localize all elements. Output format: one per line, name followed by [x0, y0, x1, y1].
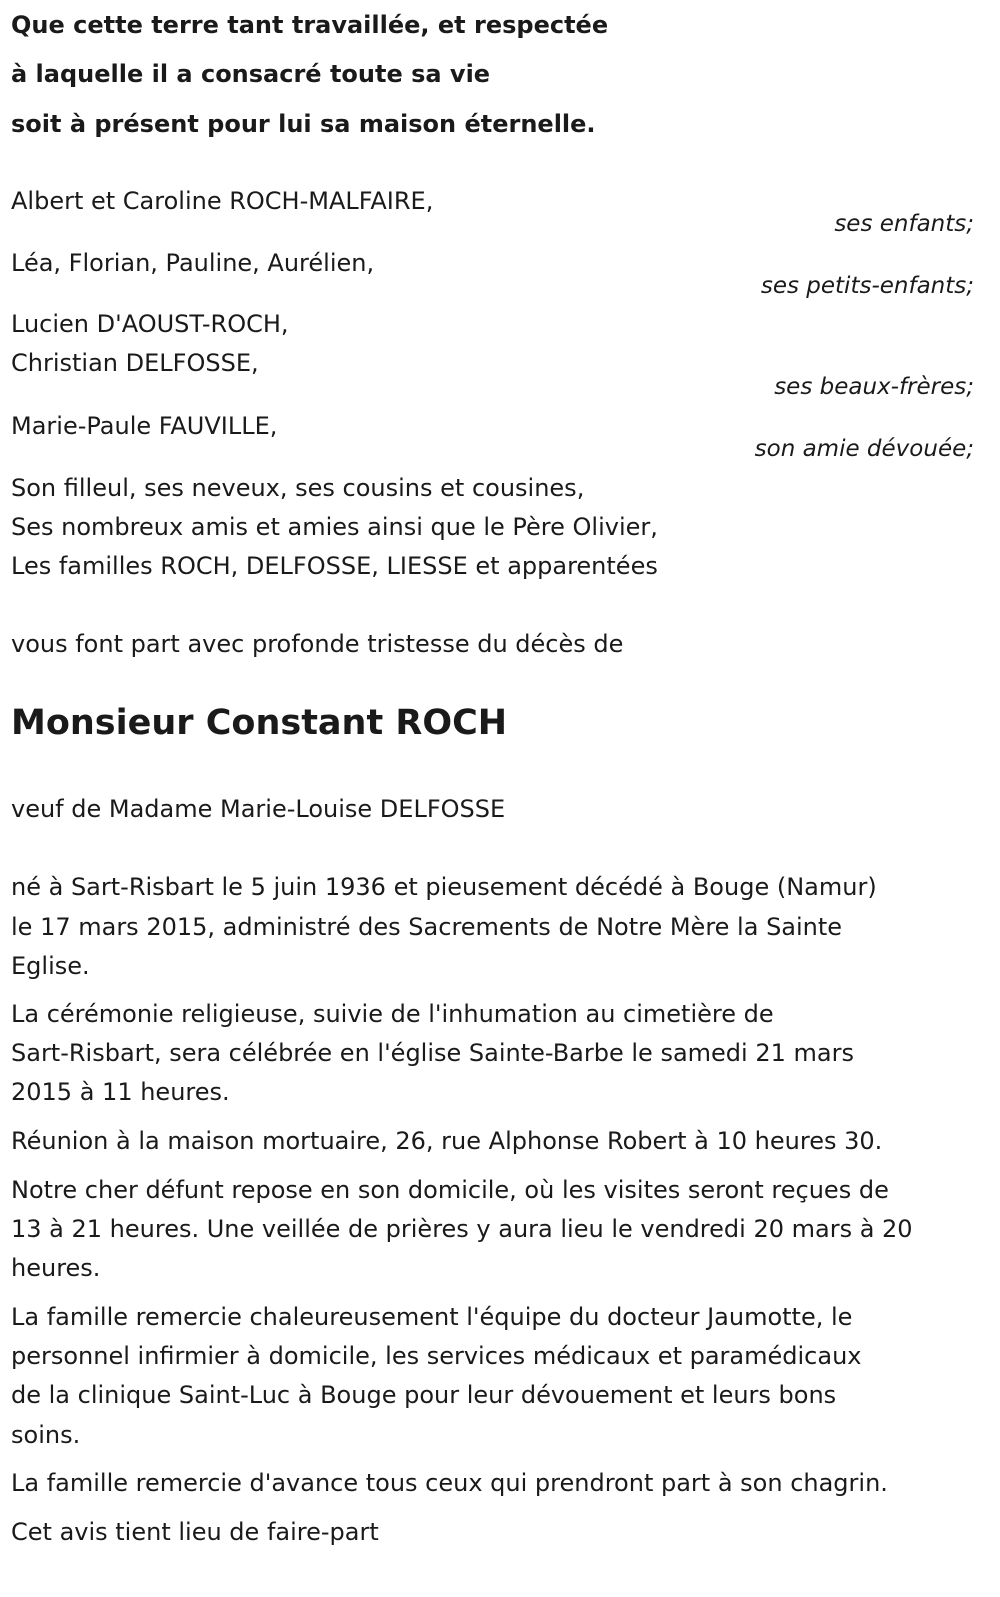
others-line-3: Les familles ROCH, DELFOSSE, LIESSE et apparentées — [11, 552, 658, 580]
ceremony-line-3: 2015 à 11 heures. — [11, 1078, 230, 1106]
ceremony-line-2: Sart-Risbart, sera célébrée en l'église Sainte-Barbe le samedi 21 mars — [11, 1039, 854, 1067]
visits-line-3: heures. — [11, 1254, 101, 1282]
brother-in-law-2: Christian DELFOSSE, — [11, 349, 259, 377]
verse-line-2: à laquelle il a consacré toute sa vie — [11, 60, 491, 88]
reunion-line: Réunion à la maison mortuaire, 26, rue Alphonse Robert à 10 heures 30. — [11, 1127, 883, 1155]
others-line-1: Son filleul, ses neveux, ses cousins et cousines, — [11, 474, 585, 502]
others-line-2: Ses nombreux amis et amies ainsi que le Père Olivier, — [11, 513, 658, 541]
children-names: Albert et Caroline ROCH-MALFAIRE, — [11, 187, 434, 215]
visits-line-1: Notre cher défunt repose en son domicile, où les visites seront reçues de — [11, 1176, 889, 1204]
friend-relation: son amie dévouée; — [754, 436, 974, 462]
brothers-in-law-relation: ses beaux-frères; — [774, 374, 974, 400]
thanks-line-2: personnel infirmier à domicile, les services médicaux et paramédicaux — [11, 1342, 862, 1370]
deceased-name: Monsieur Constant ROCH — [11, 703, 508, 743]
closing-line: Cet avis tient lieu de faire-part — [11, 1518, 379, 1546]
thanks-line-1: La famille remercie chaleureusement l'équipe du docteur Jaumotte, le — [11, 1303, 853, 1331]
grandchildren-names: Léa, Florian, Pauline, Aurélien, — [11, 249, 375, 277]
widower-of: veuf de Madame Marie-Louise DELFOSSE — [11, 795, 506, 823]
visits-line-2: 13 à 21 heures. Une veillée de prières y aura lieu le vendredi 20 mars à 20 — [11, 1215, 913, 1243]
children-relation: ses enfants; — [834, 211, 974, 237]
verse-line-3: soit à présent pour lui sa maison éternelle. — [11, 110, 596, 138]
thanks-line-3: de la clinique Saint-Luc à Bouge pour leur dévouement et leurs bons — [11, 1381, 837, 1409]
thanks-line-4: soins. — [11, 1421, 81, 1449]
birth-death-line-1: né à Sart-Risbart le 5 juin 1936 et pieusement décédé à Bouge (Namur) — [11, 873, 877, 901]
ceremony-line-1: La cérémonie religieuse, suivie de l'inhumation au cimetière de — [11, 1000, 774, 1028]
grandchildren-relation: ses petits-enfants; — [760, 273, 974, 299]
advance-thanks-line: La famille remercie d'avance tous ceux qui prendront part à son chagrin. — [11, 1469, 888, 1497]
birth-death-line-2: le 17 mars 2015, administré des Sacrements de Notre Mère la Sainte — [11, 913, 843, 941]
verse-line-1: Que cette terre tant travaillée, et respectée — [11, 11, 609, 39]
birth-death-line-3: Eglise. — [11, 952, 90, 980]
announcement-text: vous font part avec profonde tristesse du décès de — [11, 630, 624, 658]
brother-in-law-1: Lucien D'AOUST-ROCH, — [11, 310, 289, 338]
friend-name: Marie-Paule FAUVILLE, — [11, 412, 278, 440]
